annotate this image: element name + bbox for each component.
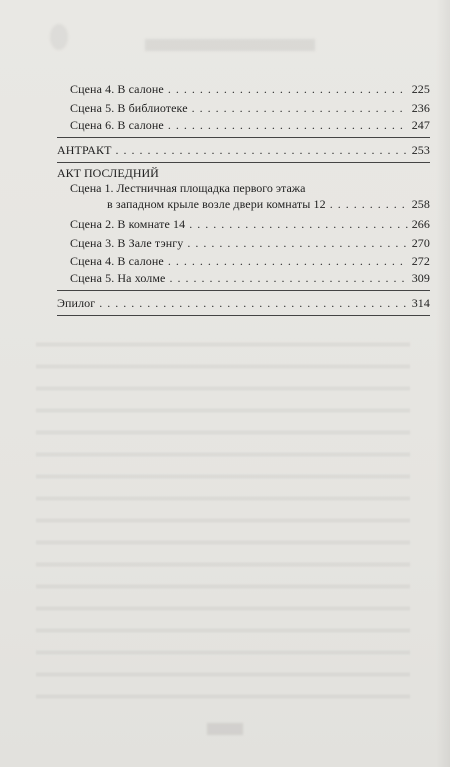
toc-entry-epilogue bbox=[57, 295, 430, 311]
toc-entry-page: 314 bbox=[411, 296, 430, 310]
section-divider bbox=[57, 162, 430, 163]
bleedthrough-ornament bbox=[50, 24, 68, 50]
bleedthrough-header bbox=[145, 39, 315, 51]
toc-entry-label: АНТРАКТ bbox=[57, 143, 112, 157]
toc-entry-label: Сцена 4. В салоне bbox=[70, 82, 164, 96]
toc-entry-label: Сцена 2. В комнате 14 bbox=[70, 217, 186, 231]
toc-entry-label: Сцена 5. На холме bbox=[70, 271, 166, 285]
toc-entry-label-line1: Сцена 1. Лестничная площадка первого этажа bbox=[70, 181, 306, 195]
toc-entry bbox=[70, 117, 430, 133]
toc-entry bbox=[70, 253, 430, 269]
section-divider bbox=[57, 290, 430, 291]
toc-entry-page: 270 bbox=[411, 236, 430, 250]
toc-entry bbox=[70, 100, 430, 116]
dot-leader bbox=[187, 235, 407, 251]
toc-entry bbox=[70, 235, 430, 251]
toc-entry-label: Сцена 6. В салоне bbox=[70, 118, 164, 132]
act-title: АКТ ПОСЛЕДНИЙ bbox=[57, 166, 159, 180]
dot-leader bbox=[330, 196, 408, 212]
toc-entry-page: 225 bbox=[411, 82, 430, 96]
dot-leader bbox=[189, 216, 407, 232]
dot-leader bbox=[168, 81, 408, 97]
toc-entry-page: 253 bbox=[411, 143, 430, 157]
toc-entry-page: 258 bbox=[411, 197, 430, 211]
dot-leader bbox=[168, 253, 408, 269]
toc-entry-page: 266 bbox=[411, 217, 430, 231]
dot-leader bbox=[170, 270, 408, 286]
toc-entry-page: 247 bbox=[411, 118, 430, 132]
section-divider bbox=[57, 137, 430, 138]
toc-entry-page: 309 bbox=[411, 271, 430, 285]
toc-entry-label-line2: в западном крыле возле двери комнаты 12 bbox=[107, 197, 326, 211]
bleedthrough-page-number bbox=[207, 723, 243, 735]
toc-entry-label: Сцена 5. В библиотеке bbox=[70, 101, 188, 115]
dot-leader bbox=[99, 295, 407, 311]
dot-leader bbox=[116, 142, 408, 158]
toc-entry-label: Эпилог bbox=[57, 296, 96, 310]
toc-entry-label: Сцена 4. В салоне bbox=[70, 254, 164, 268]
toc-entry bbox=[70, 81, 430, 97]
toc-entry-label: Сцена 3. В Зале тэнгу bbox=[70, 236, 184, 250]
toc-entry bbox=[70, 270, 430, 286]
toc-entry bbox=[107, 196, 430, 212]
toc-entry-page: 272 bbox=[411, 254, 430, 268]
bleedthrough-text bbox=[36, 330, 410, 710]
toc-entry bbox=[70, 216, 430, 232]
page-edge-shadow bbox=[436, 0, 450, 767]
section-divider bbox=[57, 315, 430, 316]
toc-entry-intermission bbox=[57, 142, 430, 158]
dot-leader bbox=[168, 117, 408, 133]
toc-entry-page: 236 bbox=[411, 101, 430, 115]
dot-leader bbox=[192, 100, 408, 116]
